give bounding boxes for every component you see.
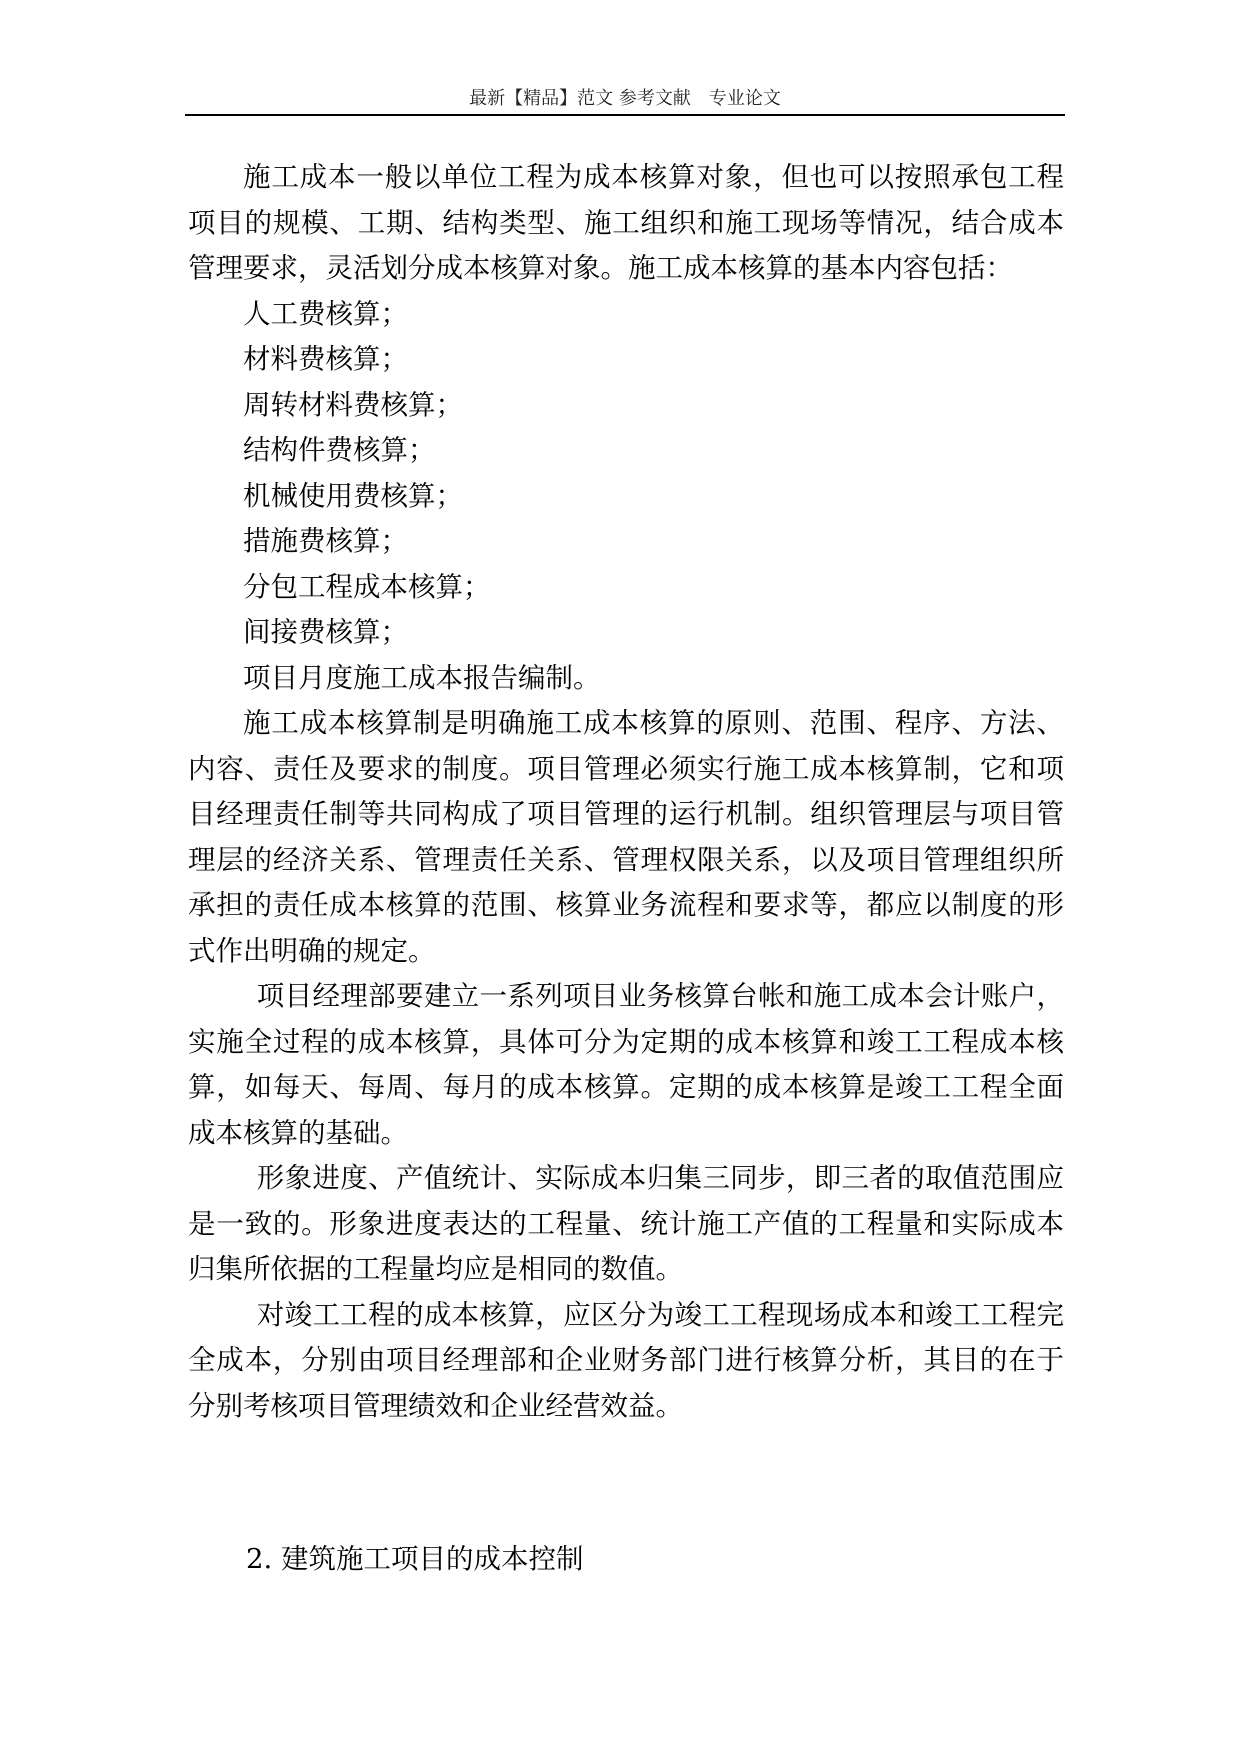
list-item-material: 材料费核算； xyxy=(243,343,408,375)
list-item-structural-parts: 结构件费核算； xyxy=(243,434,436,466)
paragraph-accounting-object: 施工成本一般以单位工程为成本核算对象，但也可以按照承包工程项目的规模、工期、结构类型、施工组织和施工现场等情况，结合成本管理要求，灵活划分成本核算对象。施工成本核算的基本内容包括： xyxy=(188,161,1064,284)
page-header: 最新【精品】范文 参考文献 专业论文 xyxy=(185,84,1065,116)
paragraph-three-synchronization: 形象进度、产值统计、实际成本归集三同步，即三者的取值范围应是一致的。形象进度表达的工程量、统计施工产值的工程量和实际成本归集所依据的工程量均应是相同的数值。 xyxy=(188,1162,1064,1285)
list-item-machinery: 机械使用费核算； xyxy=(243,479,463,512)
document-body xyxy=(188,155,1064,1429)
list-item-measures: 措施费核算； xyxy=(243,525,408,557)
list-item-turnover-material: 周转材料费核算； xyxy=(243,388,463,421)
paragraph-project-ledgers: 项目经理部要建立一系列项目业务核算台帐和施工成本会计账户，实施全过程的成本核算，具体可分为定期的成本核算和竣工工程成本核算，如每天、每周、每月的成本核算。定期的成本核算是竣工工程全面成本核算的基础。 xyxy=(188,980,1064,1149)
section-heading: 2. 建筑施工项目的成本控制 xyxy=(246,1543,584,1575)
list-item-subcontract: 分包工程成本核算； xyxy=(243,570,491,603)
list-item-monthly-report: 项目月度施工成本报告编制。 xyxy=(243,661,601,694)
paragraph-accounting-system: 施工成本核算制是明确施工成本核算的原则、范围、程序、方法、内容、责任及要求的制度。项目管理必须实行施工成本核算制，它和项目经理责任制等共同构成了项目管理的运行机制。组织管理层与项目管理层的经济关系、管理责任关系、管理权限关系，以及项目管理组织所承担的责任成本核算的范围、核算业务流程和要求等，都应以制度的形式作出明确的规定。 xyxy=(188,707,1064,967)
paragraph-completed-project: 对竣工工程的成本核算，应区分为竣工工程现场成本和竣工工程完全成本，分别由项目经理部和企业财务部门进行核算分析，其目的在于分别考核项目管理绩效和企业经营效益。 xyxy=(188,1298,1064,1422)
list-item-indirect: 间接费核算； xyxy=(243,616,408,648)
list-item-labor: 人工费核算； xyxy=(243,297,408,330)
